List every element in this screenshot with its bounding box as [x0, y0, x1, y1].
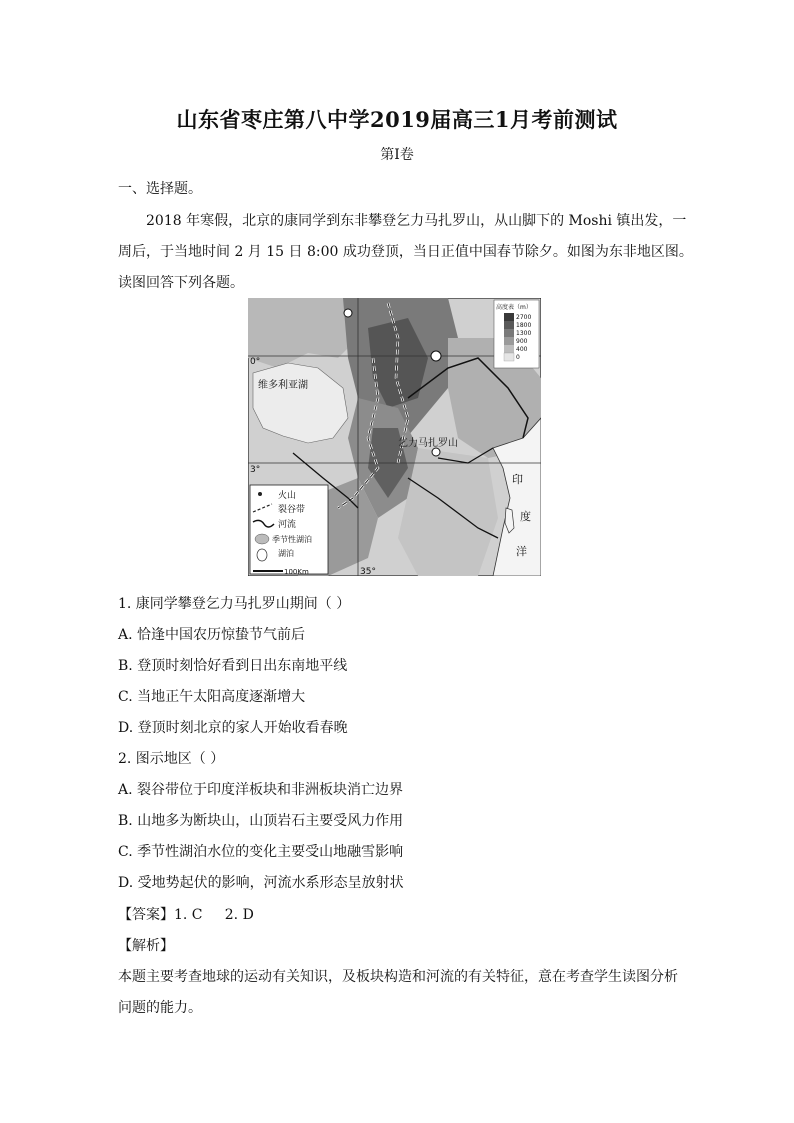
lat-3-label: 3°: [250, 465, 261, 475]
lake-victoria-label: 维多利亚湖: [258, 380, 308, 391]
elevation-level: 1800: [516, 322, 532, 329]
volume-label: 第I卷: [380, 147, 414, 163]
kilimanjaro-label: 乞力马扎罗山: [398, 438, 458, 449]
answer-label: 【答案】: [118, 907, 174, 923]
legend-river: 河流: [278, 520, 297, 530]
scale-label: 100Km: [284, 568, 309, 576]
question-2-option-c: C. 季节性湖泊水位的变化主要受山地融雪影响: [118, 844, 404, 860]
question-2-option-b: B. 山地多为断块山，山顶岩石主要受风力作用: [118, 813, 404, 829]
intro-line-3: 读图回答下列各题。: [118, 275, 244, 291]
legend-rift: 裂谷带: [278, 505, 306, 515]
question-1-stem: 1. 康同学攀登乞力马扎罗山期间（ ）: [118, 596, 351, 612]
question-2-option-a: A. 裂谷带位于印度洋板块和非洲板块消亡边界: [118, 782, 404, 798]
volcano-icon: [344, 309, 352, 317]
elevation-legend-title: 高度表（m）: [496, 304, 532, 311]
question-1-option-c: C. 当地正午太阳高度逐渐增大: [118, 689, 306, 705]
volcano-legend-icon: [258, 492, 262, 496]
answer-text: 1. C 2. D: [174, 907, 254, 923]
legend-volcano: 火山: [278, 491, 297, 501]
kilimanjaro-volcano-icon: [432, 448, 440, 456]
volcano-icon: [431, 351, 441, 361]
lon-35-label: 35°: [360, 567, 376, 576]
ocean-label-3: 洋: [516, 545, 527, 558]
question-2-option-d: D. 受地势起伏的影响，河流水系形态呈放射状: [118, 875, 404, 891]
elevation-level: 1300: [516, 330, 532, 337]
legend-lake: 湖泊: [278, 549, 294, 558]
page-title: 山东省枣庄第八中学2019届高三1月考前测试: [176, 107, 618, 132]
elevation-level: 2700: [516, 314, 532, 321]
lake-legend-icon: [257, 549, 267, 561]
elevation-level: 400: [516, 346, 528, 353]
seasonal-lake-legend-icon: [255, 534, 269, 544]
analysis-label: 【解析】: [118, 938, 174, 954]
intro-line-1: 2018 年寒假，北京的康同学到东非攀登乞力马扎罗山，从山脚下的 Moshi 镇出发，一: [146, 213, 687, 229]
lat-0-label: 0°: [250, 357, 261, 367]
answer-line: [118, 904, 254, 924]
question-1-option-b: B. 登顶时刻恰好看到日出东南地平线: [118, 658, 348, 674]
elevation-level: 0: [516, 354, 520, 361]
question-1-option-d: D. 登顶时刻北京的家人开始收看春晚: [118, 720, 348, 736]
legend-seasonal-lake: 季节性湖泊: [272, 535, 312, 544]
elevation-level: 900: [516, 338, 528, 345]
ocean-label-1: 印: [512, 473, 523, 486]
question-2-stem: 2. 图示地区（ ）: [118, 751, 225, 767]
analysis-line-1: 本题主要考查地球的运动有关知识，及板块构造和河流的有关特征，意在考查学生读图分析: [118, 969, 678, 985]
analysis-line-2: 问题的能力。: [118, 1000, 202, 1016]
ocean-label-2: 度: [520, 510, 531, 523]
section-heading: 一、选择题。: [118, 181, 202, 197]
east-africa-map: [248, 298, 541, 576]
question-1-option-a: A. 恰逢中国农历惊蛰节气前后: [118, 627, 306, 643]
intro-line-2: 周后，于当地时间 2 月 15 日 8:00 成功登顶，当日正值中国春节除夕。如图为东非地区图。: [118, 244, 693, 260]
